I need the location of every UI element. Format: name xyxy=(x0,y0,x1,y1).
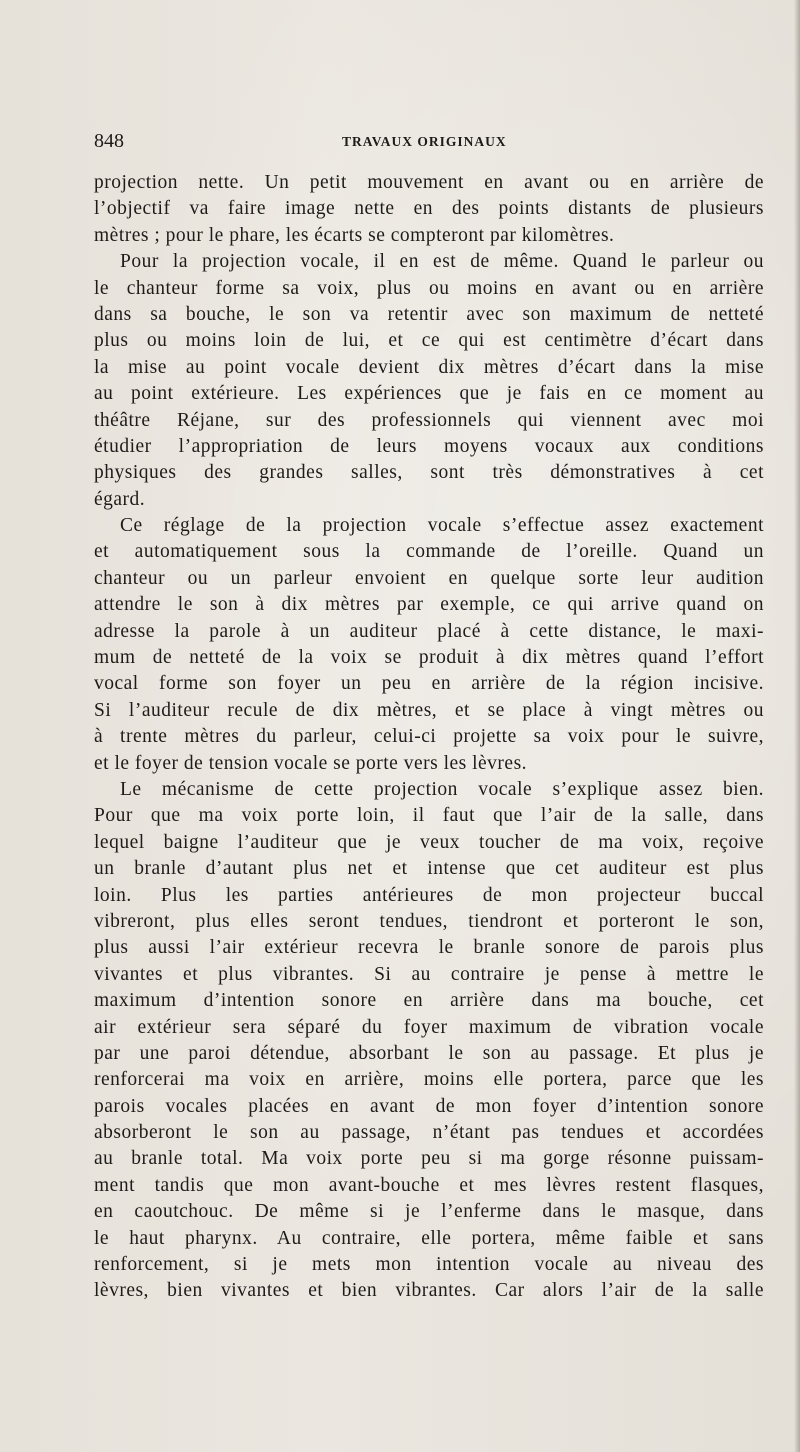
text-line: chanteur ou un parleur envoient en quelque sorte leur audition xyxy=(94,567,764,589)
text-line: étudier l’appropriation de leurs moyens vocaux aux conditions xyxy=(94,435,764,457)
text-line: au point extérieure. Les expériences que je fais en ce moment au xyxy=(94,383,764,405)
text-line: ment tandis que mon avant-bouche et mes lèvres restent flasques, xyxy=(94,1174,764,1196)
text-line: air extérieur sera séparé du foyer maximum de vibration vocale xyxy=(94,1016,764,1038)
text-line: Ce réglage de la projection vocale s’effectue assez exactement xyxy=(120,515,764,537)
body-text xyxy=(94,170,764,1305)
text-line: le haut pharynx. Au contraire, elle portera, même faible et sans xyxy=(94,1227,764,1249)
text-line: le chanteur forme sa voix, plus ou moins en avant ou en arrière xyxy=(94,277,764,299)
text-line: par une paroi détendue, absorbant le son au passage. Et plus je xyxy=(94,1042,764,1064)
text-line: et automatiquement sous la commande de l’oreille. Quand un xyxy=(94,541,764,563)
page-header xyxy=(94,130,734,154)
text-line: au branle total. Ma voix porte peu si ma gorge résonne puissam- xyxy=(94,1148,764,1170)
text-line: attendre le son à dix mètres par exemple, ce qui arrive quand on xyxy=(94,594,764,616)
page-number: 848 xyxy=(94,130,124,152)
text-line: la mise au point vocale devient dix mètres d’écart dans la mise xyxy=(94,356,764,378)
text-line: Pour la projection vocale, il en est de même. Quand le parleur ou xyxy=(120,251,764,273)
text-line: vibreront, plus elles seront tendues, tiendront et porteront le son, xyxy=(94,910,764,932)
running-head: TRAVAUX ORIGINAUX xyxy=(342,134,507,149)
text-line: projection nette. Un petit mouvement en avant ou en arrière de xyxy=(94,172,764,193)
text-line: absorberont le son au passage, n’étant pas tendues et accordées xyxy=(94,1122,764,1144)
text-line: parois vocales placées en avant de mon foyer d’intention sonore xyxy=(94,1095,764,1117)
text-line: lequel baigne l’auditeur que je veux toucher de ma voix, reçoive xyxy=(94,831,764,853)
text-line: vivantes et plus vibrantes. Si au contraire je pense à mettre le xyxy=(94,963,764,985)
text-line: en caoutchouc. De même si je l’enferme dans le masque, dans xyxy=(94,1201,764,1223)
text-line: maximum d’intention sonore en arrière dans ma bouche, cet xyxy=(94,990,764,1012)
text-line: l’objectif va faire image nette en des points distants de plusieurs xyxy=(94,198,764,220)
text-line: dans sa bouche, le son va retentir avec son maximum de netteté xyxy=(94,303,764,325)
text-line: à trente mètres du parleur, celui-ci projette sa voix pour le suivre, xyxy=(94,726,764,748)
text-line: adresse la parole à un auditeur placé à cette distance, le maxi- xyxy=(94,620,764,642)
text-line: un branle d’autant plus net et intense que cet auditeur est plus xyxy=(94,858,764,880)
text-line: et le foyer de tension vocale se porte vers les lèvres. xyxy=(94,752,528,774)
text-line: théâtre Réjane, sur des professionnels qui viennent avec moi xyxy=(94,409,764,431)
text-line: renforcerai ma voix en arrière, moins elle portera, parce que les xyxy=(94,1069,764,1091)
text-line: égard. xyxy=(94,488,146,510)
text-line: mètres ; pour le phare, les écarts se compteront par kilomètres. xyxy=(94,224,615,246)
text-line: physiques des grandes salles, sont très démonstratives à cet xyxy=(94,462,764,484)
text-line: plus aussi l’air extérieur recevra le branle sonore de parois plus xyxy=(94,937,764,959)
text-line: vocal forme son foyer un peu en arrière de la région incisive. xyxy=(94,673,764,695)
page-edge-shadow xyxy=(794,0,800,1452)
text-line: mum de netteté de la voix se produit à dix mètres quand l’effort xyxy=(94,647,764,669)
text-line: renforcement, si je mets mon intention vocale au niveau des xyxy=(94,1254,764,1276)
text-line: plus ou moins loin de lui, et ce qui est centimètre d’écart dans xyxy=(94,330,764,352)
text-line: Pour que ma voix porte loin, il faut que l’air de la salle, dans xyxy=(94,805,764,827)
text-line: Si l’auditeur recule de dix mètres, et se place à vingt mètres ou xyxy=(94,699,764,721)
text-line: loin. Plus les parties antérieures de mon projecteur buccal xyxy=(94,884,764,906)
text-line: Le mécanisme de cette projection vocale s’explique assez bien. xyxy=(120,778,764,800)
text-line: lèvres, bien vivantes et bien vibrantes. Car alors l’air de la salle xyxy=(94,1280,764,1302)
